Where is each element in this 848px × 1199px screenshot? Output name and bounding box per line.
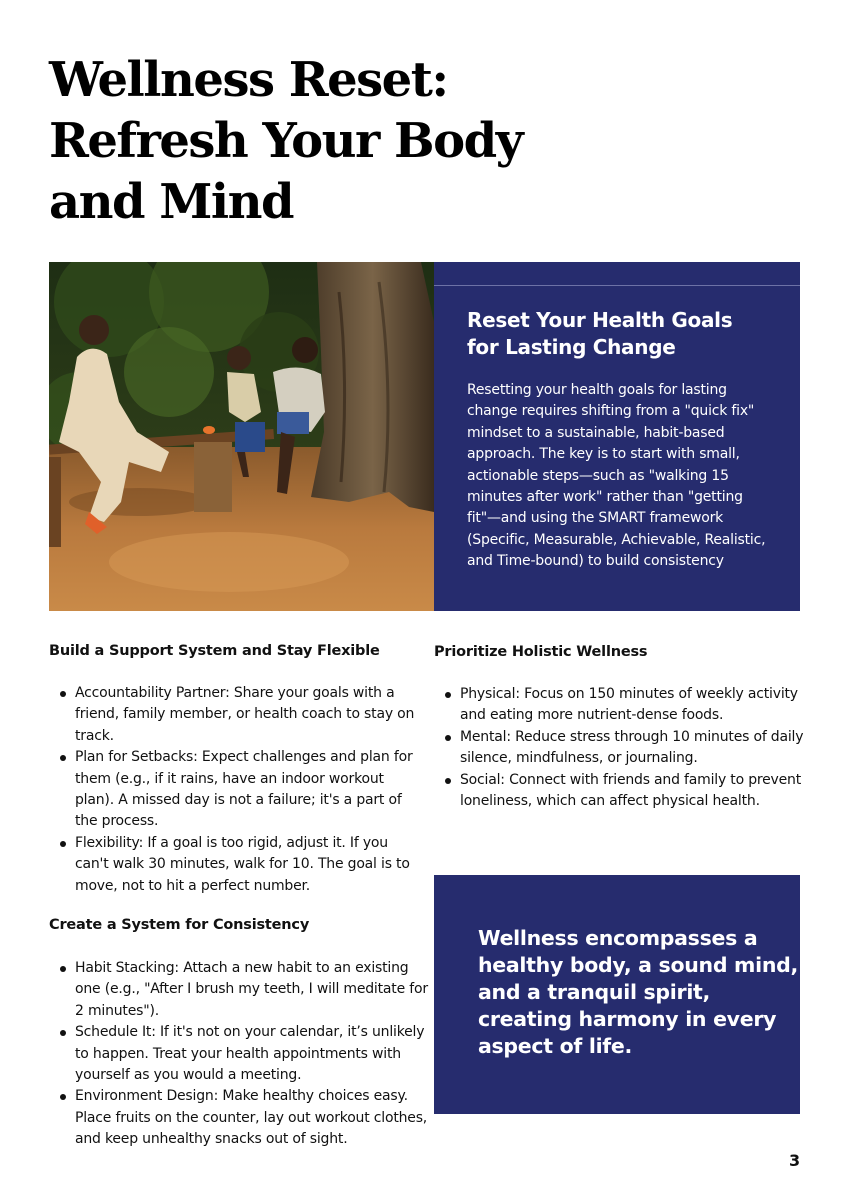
bullet-icon xyxy=(60,691,66,697)
consistency-list xyxy=(49,958,431,1151)
reset-goals-heading xyxy=(467,307,767,361)
list-item xyxy=(434,770,809,813)
title-line-3: and Mind xyxy=(49,174,294,230)
page-number: 3 xyxy=(789,1151,801,1170)
holistic-list xyxy=(434,684,809,812)
bullet-icon xyxy=(60,755,66,761)
holistic-item-mental: Mental: Reduce stress through 10 minutes of daily silence, mindfulness, or journaling. xyxy=(460,728,804,767)
bullet-icon xyxy=(60,1030,66,1036)
bullet-icon xyxy=(445,778,451,784)
wellness-quote-card xyxy=(434,875,800,1114)
card-divider xyxy=(434,285,800,286)
title-line-2: Refresh Your Body xyxy=(49,113,523,169)
bullet-icon xyxy=(60,841,66,847)
bullet-icon xyxy=(445,735,451,741)
consistency-item-habit-stacking: Habit Stacking: Attach a new habit to an existing one (e.g., "After I brush my teeth, I will meditate for 2 minutes"). xyxy=(75,960,428,1019)
list-item xyxy=(49,833,421,897)
bullet-icon xyxy=(60,1094,66,1100)
page-title xyxy=(49,50,569,233)
wellness-quote: Wellness encompasses a healthy body, a sound mind, and a tranquil spirit, creating harmony in every aspect of life. xyxy=(478,926,798,1058)
list-item xyxy=(49,1086,431,1150)
support-item-setbacks: Plan for Setbacks: Expect challenges and plan for them (e.g., if it rains, have an indoor workout plan). A missed day is not a failure; it's a part of the process. xyxy=(75,749,413,830)
support-item-accountability: Accountability Partner: Share your goals with a friend, family member, or health coach to stay on track. xyxy=(75,685,415,744)
support-list xyxy=(49,683,421,897)
list-item xyxy=(434,684,809,727)
holistic-item-social: Social: Connect with friends and family to prevent loneliness, which can affect physical health. xyxy=(460,771,802,810)
bullet-icon xyxy=(60,966,66,972)
reset-goals-body: Resetting your health goals for lasting change requires shifting from a "quick fix" mindset to a sustainable, habit-based approach. The key is to start with small, actionable steps—such as "walking 15 minutes after work" rather than "getting fit"—and using the SMART framework (Specific, Measurable, Achievable, Realistic, and Time-bound) to build consistency xyxy=(467,382,766,570)
list-item xyxy=(49,1022,431,1086)
consistency-item-environment: Environment Design: Make healthy choices easy. Place fruits on the counter, lay out workout clothes, and keep unhealthy snacks out of sight. xyxy=(75,1088,428,1148)
list-item xyxy=(434,727,809,770)
list-item xyxy=(49,683,421,747)
children-under-tree-photo xyxy=(49,262,434,611)
reset-goals-heading-line-1: Reset Your Health Goals xyxy=(467,308,733,332)
holistic-heading: Prioritize Holistic Wellness xyxy=(434,644,648,660)
holistic-item-physical: Physical: Focus on 150 minutes of weekly activity and eating more nutrient-dense foods. xyxy=(460,686,798,724)
support-item-flexibility: Flexibility: If a goal is too rigid, adjust it. If you can't walk 30 minutes, walk for 10. The goal is to move, not to hit a perfect number. xyxy=(75,834,410,894)
reset-goals-card xyxy=(434,262,800,611)
consistency-heading: Create a System for Consistency xyxy=(49,917,310,933)
consistency-item-schedule: Schedule It: If it's not on your calendar, it’s unlikely to happen. Treat your health appointments with yourself as you would a meeting. xyxy=(75,1024,425,1084)
title-line-1: Wellness Reset: xyxy=(49,52,448,108)
bullet-icon xyxy=(445,692,451,698)
support-heading: Build a Support System and Stay Flexible xyxy=(49,643,380,659)
list-item xyxy=(49,958,431,1022)
list-item xyxy=(49,747,421,833)
reset-goals-heading-line-2: for Lasting Change xyxy=(467,335,676,359)
